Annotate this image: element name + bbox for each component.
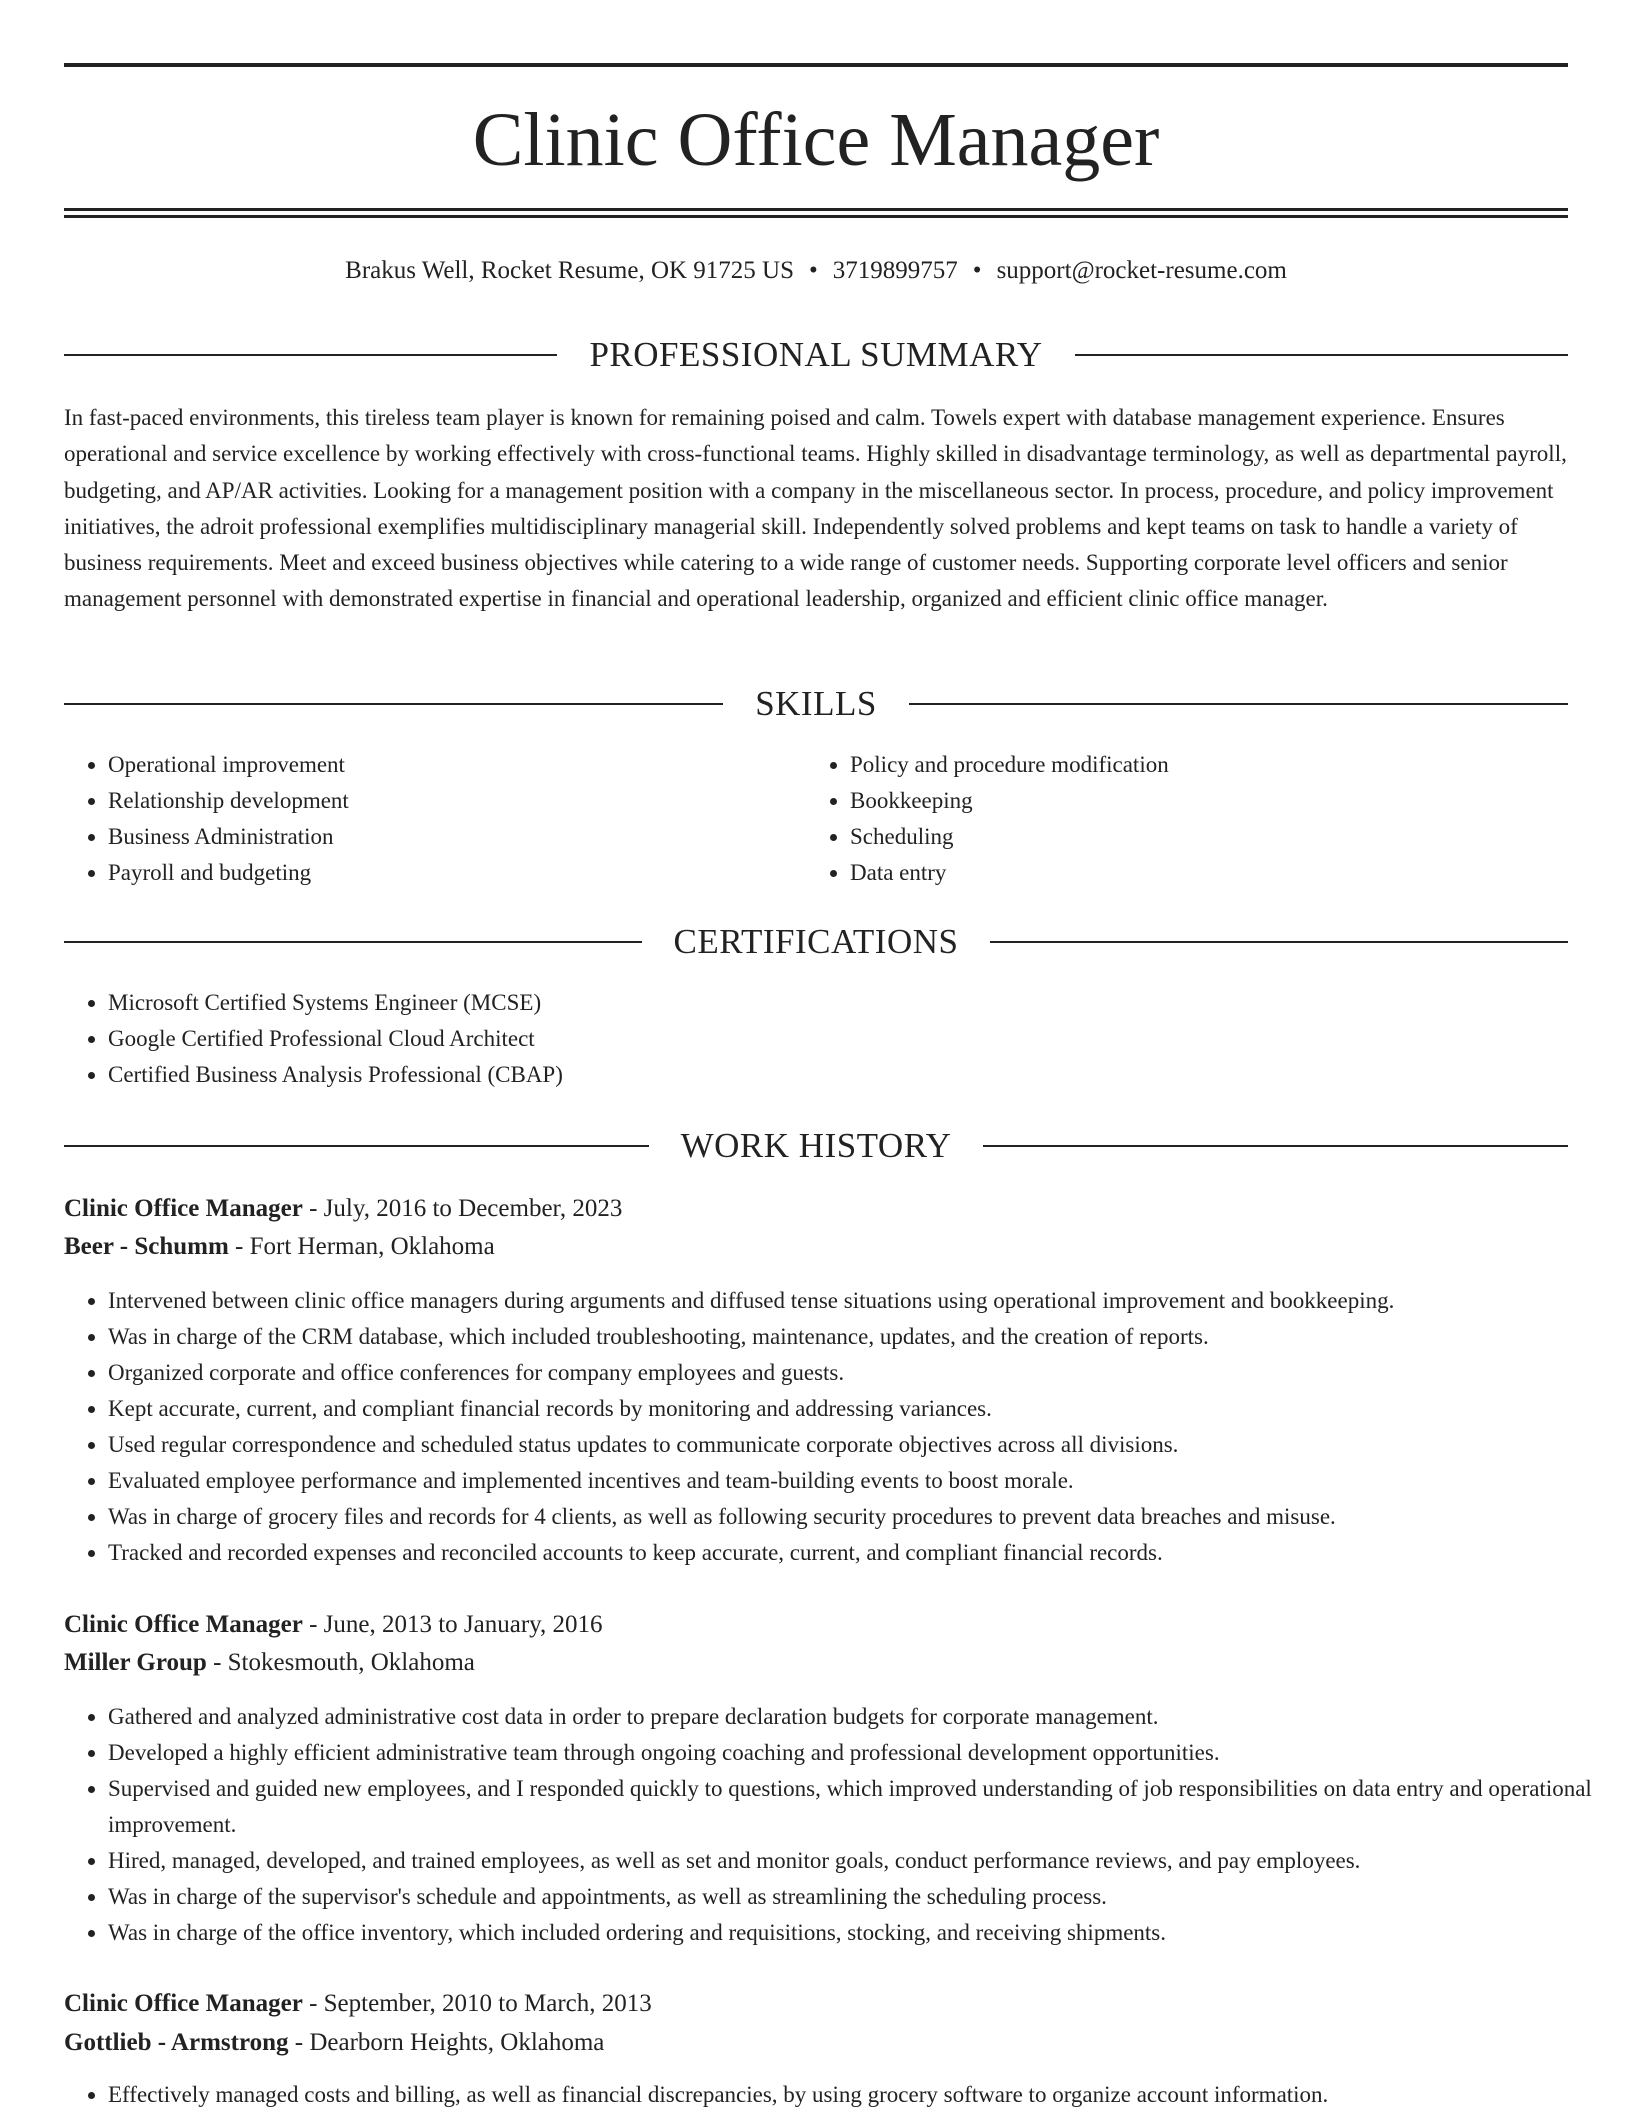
heading-rule-right [909,703,1568,705]
header-top-rule [64,63,1568,67]
job-title-line [64,1190,622,1228]
job-company-line [64,1644,475,1682]
list-item: • Was in charge of the CRM database, which included troubleshooting, maintenance, updates, and the creation of reports. [108,1319,1612,1355]
list-item: • Supervised and guided new employees, and I responded quickly to questions, which improved understanding of job responsibilities on data entry and operational improvement. [108,1771,1612,1843]
heading-rule-left [64,354,557,356]
skills-list-left [64,747,788,891]
heading-rule-right [990,941,1568,943]
header-bottom-rule-1 [64,208,1568,211]
list-item: • Gathered and analyzed administrative cost data in order to prepare declaration budgets for corporate management. [108,1699,1612,1735]
list-item: • Was in charge of the office inventory, which included ordering and requisitions, stocking, and receiving shipments. [108,1915,1612,1951]
list-item: • Operational improvement [108,747,788,783]
job-title: Clinic Office Manager [64,1611,303,1638]
job-location: - Fort Herman, Oklahoma [228,1233,495,1260]
job-company-line [64,2024,604,2062]
list-item: • Microsoft Certified Systems Engineer (MCSE) [108,985,1568,1021]
list-item: • Tracked and recorded expenses and reconciled accounts to keep accurate, current, and compliant financial records. [108,1535,1612,1571]
list-item: • Kept accurate, current, and compliant financial records by monitoring and addressing variances. [108,1391,1612,1427]
list-item: • Organized corporate and office conferences for company employees and guests. [108,1355,1612,1391]
list-item: • Used regular correspondence and scheduled status updates to communicate corporate objectives across all divisions. [108,1427,1612,1463]
job-title-line [64,1985,652,2023]
list-item: • Was in charge of the supervisor's schedule and appointments, as well as streamlining the scheduling process. [108,1879,1612,1915]
job-title-line [64,1606,603,1644]
list-item: • Google Certified Professional Cloud Architect [108,1021,1568,1057]
list-item: • Evaluated employee performance and implemented incentives and team-building events to boost morale. [108,1463,1612,1499]
list-item: • Hired, managed, developed, and trained employees, as well as set and monitor goals, conduct performance reviews, and pay employees. [108,1843,1612,1879]
contact-separator: • [972,257,982,284]
job-dates: - September, 2010 to March, 2013 [302,1990,652,2017]
contact-address: Brakus Well, Rocket Resume, OK 91725 US [345,257,795,284]
work-history-heading: WORK HISTORY [680,1126,952,1165]
contact-phone: 3719899757 [832,257,958,284]
section-heading-summary [64,333,1568,377]
skills-list-right [806,747,1550,891]
heading-rule-left [64,1145,649,1147]
section-heading-work-history [64,1124,1568,1168]
summary-heading: PROFESSIONAL SUMMARY [589,335,1043,374]
list-item: • Certified Business Analysis Professional (CBAP) [108,1057,1568,1093]
header-bottom-rule-2 [64,215,1568,218]
contact-line [64,254,1568,288]
list-item: • Business Administration [108,819,788,855]
section-heading-skills [64,682,1568,726]
list-item: • Data entry [850,855,1550,891]
job-bullets [64,2077,1612,2113]
heading-rule-right [1075,354,1568,356]
job-bullets [64,1283,1612,1571]
job-company: Gottlieb - Armstrong [64,2029,289,2056]
job-title: Clinic Office Manager [64,1990,303,2017]
job-title: Clinic Office Manager [64,1195,303,1222]
list-item: • Payroll and budgeting [108,855,788,891]
heading-rule-right [983,1145,1568,1147]
list-item: • Effectively managed costs and billing, as well as financial discrepancies, by using grocery software to organize account information. [108,2077,1612,2113]
section-heading-certifications [64,920,1568,964]
list-item: • Developed a highly efficient administrative team through ongoing coaching and professional development opportunities. [108,1735,1612,1771]
job-company: Miller Group [64,1649,207,1676]
summary-text: In fast-paced environments, this tireless team player is known for remaining poised and calm. Towels expert with database management experience. Ensures operational and service excellence by working effectively with cross-functional teams. Highly skilled in disadvantage terminology, as well as departmental payroll, budgeting, and AP/AR activities. Looking for a management position with a company in the miscellaneous sector. In process, procedure, and policy improvement initiatives, the adroit professional exemplifies multidisciplinary managerial skill. Independently solved problems and kept teams on task to handle a variety of business requirements. Meet and exceed business objectives while catering to a wide range of customer needs. Supporting corporate level officers and senior management personnel with demonstrated expertise in financial and operational leadership, organized and efficient clinic office manager. [64,405,1567,612]
skills-heading: SKILLS [755,684,877,723]
job-company-line [64,1228,495,1266]
certifications-heading: CERTIFICATIONS [673,922,959,961]
list-item: • Intervened between clinic office managers during arguments and diffused tense situations using operational improvement and bookkeeping. [108,1283,1612,1319]
job-dates: - July, 2016 to December, 2023 [302,1195,623,1222]
job-location: - Dearborn Heights, Oklahoma [288,2029,605,2056]
job-location: - Stokesmouth, Oklahoma [206,1649,475,1676]
list-item: • Policy and procedure modification [850,747,1550,783]
list-item: • Bookkeeping [850,783,1550,819]
heading-rule-left [64,703,723,705]
job-dates: - June, 2013 to January, 2016 [302,1611,603,1638]
heading-rule-left [64,941,642,943]
contact-separator: • [809,257,818,284]
certifications-list [64,985,1568,1093]
list-item: • Relationship development [108,783,788,819]
resume-title: Clinic Office Manager [472,98,1160,182]
job-company: Beer - Schumm [64,1233,229,1260]
contact-email: support@rocket-resume.com [996,257,1287,284]
job-bullets [64,1699,1612,1951]
list-item: • Was in charge of grocery files and records for 4 clients, as well as following security procedures to prevent data breaches and misuse. [108,1499,1612,1535]
list-item: • Scheduling [850,819,1550,855]
